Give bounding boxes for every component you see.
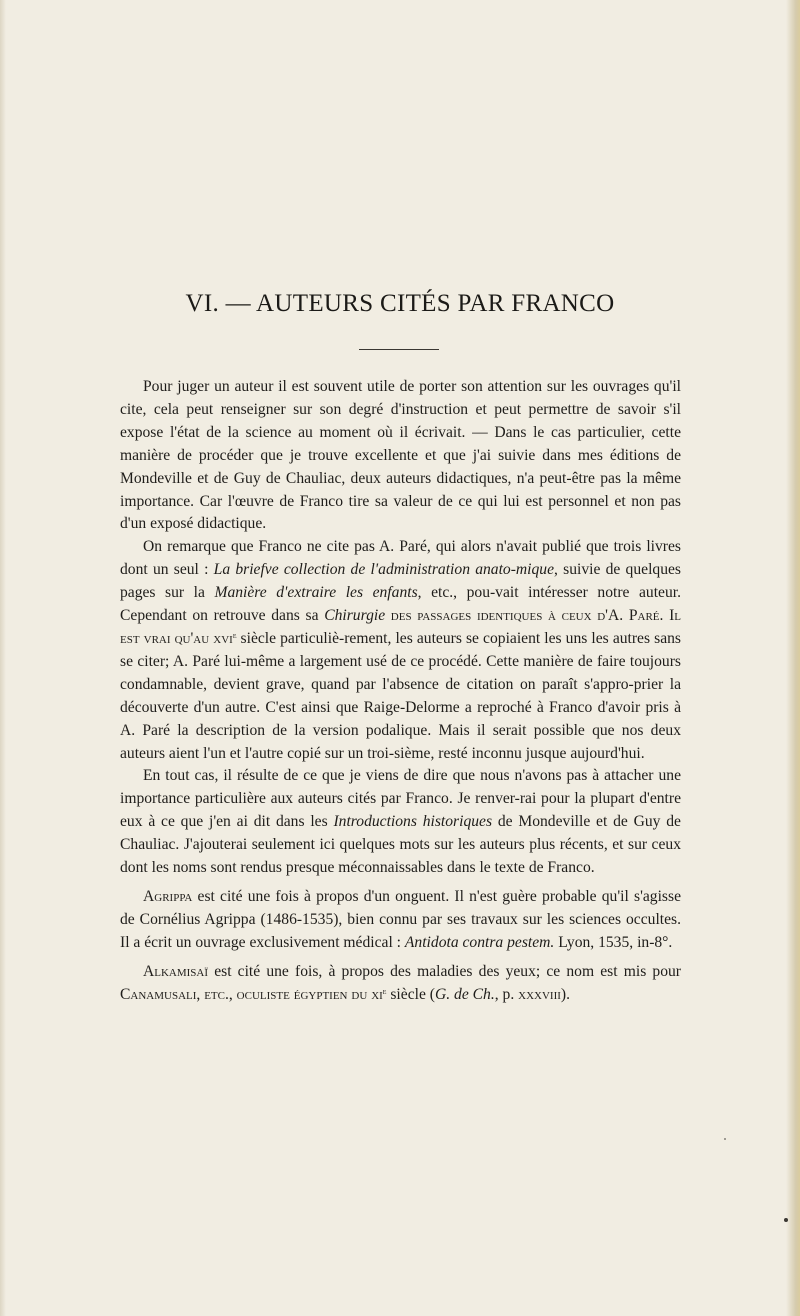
- p5-text: siècle (: [386, 985, 435, 1003]
- p2-text: des passages identiques à ceux d'A. Paré. Il est vrai qu'au xvi: [120, 607, 681, 647]
- p5-text: , etc., oculiste égyptien du xi: [196, 985, 383, 1003]
- title-introductions-historiques: Introductions historiques: [333, 813, 493, 831]
- body-text: [120, 376, 681, 1006]
- paragraph-agrippa: [120, 886, 681, 955]
- page-edge-right: [786, 0, 800, 1316]
- ink-speck: [784, 1218, 788, 1222]
- author-name-alkamisai: Alkamisaï: [143, 962, 209, 980]
- ink-speck: [724, 1138, 726, 1140]
- p4-text: est cité une fois à propos d'un onguent. Il n'est guère probable qu'il s'agisse de Cornélius Agrippa (1486-1535), bien connu par ses travaux sur les sciences occultes. Il a écrit un ouvrage exclusivement médical :: [120, 887, 681, 951]
- p2-text: , suivie de quelques pages sur la: [120, 561, 681, 602]
- p5-text: , p.: [494, 985, 519, 1003]
- title-briefve-collection: La briefve collection de l'administration anato-mique: [213, 561, 555, 579]
- paragraph-3: [120, 765, 681, 880]
- title-chirurgie: Chirurgie: [324, 607, 386, 625]
- paragraph-2: [120, 536, 681, 765]
- p4-text: Lyon, 1535, in-8°.: [554, 933, 673, 951]
- p3-text: En tout cas, il résulte de ce que je viens de dire que nous n'avons pas à attacher une importance particulière aux auteurs cités par Franco. Je renver-rai pour la plupart d'entre eux à ce que j'en ai dit dans les: [120, 767, 681, 831]
- p2-text: , etc., pou-vait intéresser notre auteur. Cependant on retrouve dans sa: [120, 584, 681, 625]
- p5-text: est cité une fois, à propos des maladies des yeux; ce nom est mis pour: [208, 962, 681, 980]
- p2-text: siècle particuliè-rement, les auteurs se copiaient les uns les autres sans se citer; A. Paré lui-même a largement usé de ce procédé. Cette manière de faire toujours condamnable, devient grave, quand par l'absence de citation on paraît s'appro-prier la découverte d'un autre. C'est ainsi que Raige-Delorme a reproché à Franco d'avoir pris à A. Paré la description de la version podalique. Mais il serait possible que nos deux auteurs aient l'un et l'autre copié sur un troi-sième, resté inconnu jusque aujourd'hui.: [120, 629, 681, 762]
- author-name-canamusali: Canamusali: [120, 985, 197, 1003]
- reference-guy-de-chauliac: G. de Ch.: [434, 985, 495, 1003]
- chapter-title: VI. — AUTEURS CITÉS PAR FRANCO: [185, 290, 615, 317]
- title-maniere-extraire: Manière d'extraire les enfants: [214, 584, 418, 602]
- page-reference: xxxviii: [518, 985, 561, 1003]
- page-edge-left: [0, 0, 6, 1316]
- p5-text: ).: [560, 985, 570, 1003]
- title-antidota: Antidota contra pestem.: [404, 933, 555, 951]
- author-name-agrippa: Agrippa: [143, 887, 193, 905]
- title-rule: [359, 349, 439, 350]
- century-superscript: e: [382, 985, 387, 996]
- paragraph-alkamisai: [120, 961, 681, 1007]
- paragraph-1: Pour juger un auteur il est souvent utile de porter son attention sur les ouvrages qu'il cite, cela peut renseigner sur son degré d'instruction et peut permettre de savoir s'il expose l'état de la science au moment où il écrivait. — Dans le cas particulier, cette manière de procéder que je trouve excellente et que j'ai suivie dans mes éditions de Mondeville et de Guy de Chauliac, deux auteurs didactiques, n'a peut-être pas la même importance. Car l'œuvre de Franco tire sa valeur de ce qui lui est personnel et non pas d'un exposé didactique.: [120, 378, 681, 533]
- p2-text: On remarque que Franco ne cite pas A. Paré, qui alors n'avait publié que trois livres dont un seul :: [120, 538, 681, 579]
- century-superscript: e: [232, 629, 237, 640]
- p3-text: de Mondeville et de Guy de Chauliac. J'ajouterai seulement ici quelques mots sur les auteurs plus récents, et sur ceux dont les noms sont rendus presque méconnaissables dans le texte de Franco.: [120, 813, 681, 877]
